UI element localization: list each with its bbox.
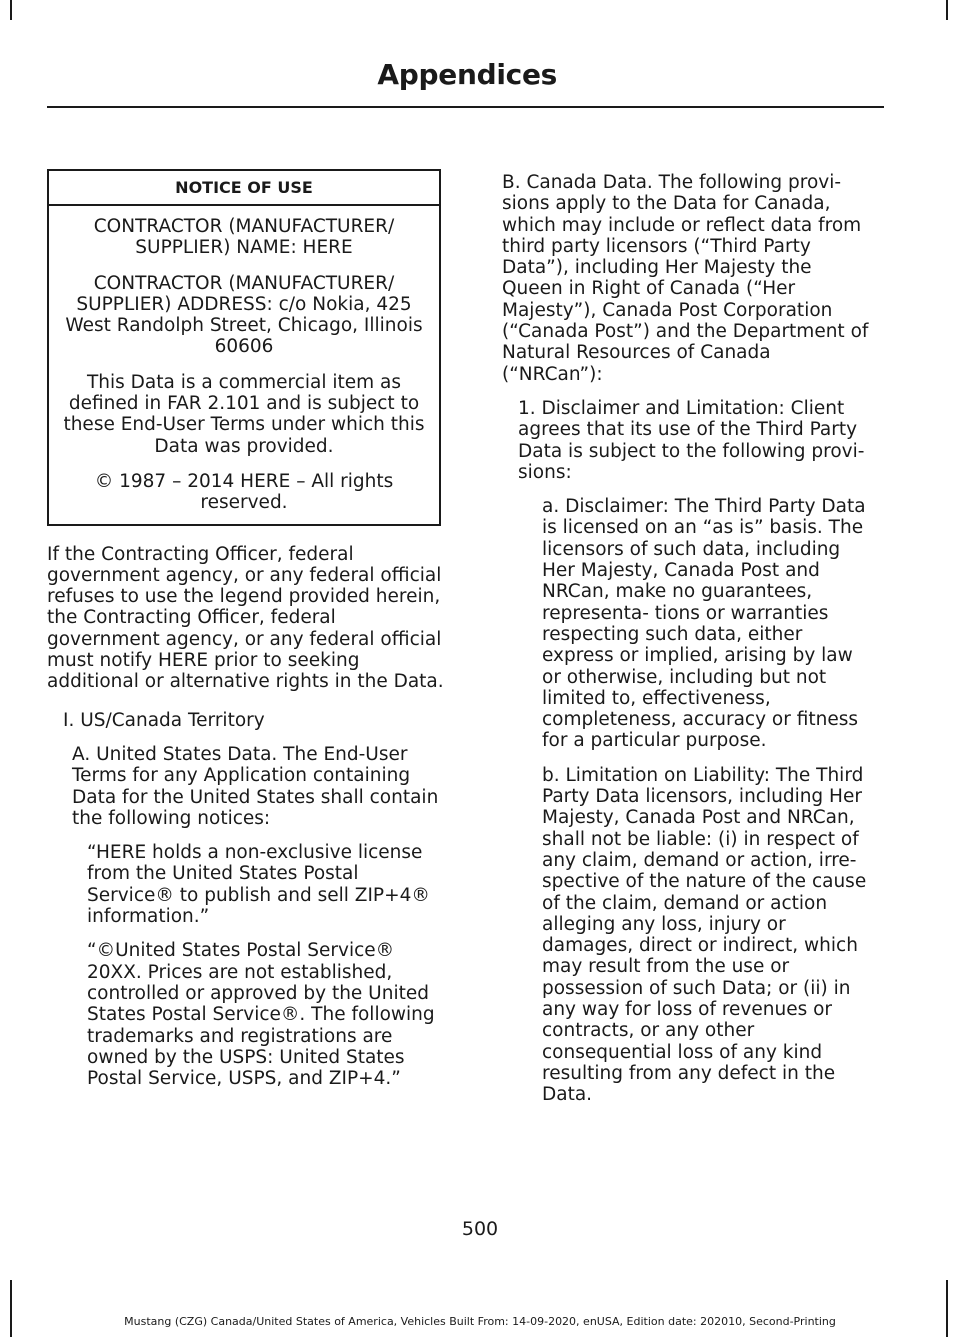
usps-license-notice: “HERE holds a non-exclusive license from the United States Postal Service® to publish and sell ZIP+4® information.” xyxy=(87,842,430,928)
usps-copyright-notice: “©United States Postal Service® 20XX. Prices are not established, controlled or approved by the United States Postal Service®. The following trademarks and registrations are owned by the USPS: United States Postal Service, USPS, and ZIP+4.” xyxy=(87,940,435,1090)
right-column xyxy=(502,172,872,1105)
footer-edition-info: Mustang (CZG) Canada/United States of America, Vehicles Built From: 14-09-2020, enUSA, Edition date: 202010, Second-Printing xyxy=(124,1315,836,1328)
crop-mark-bottom-right xyxy=(946,1280,948,1337)
page-number: 500 xyxy=(461,1218,499,1240)
territory-heading: I. US/Canada Territory xyxy=(63,709,265,731)
liability-paragraph: b. Limitation on Liability: The Third Party Data licensors, including Her Majesty, Canada Post and NRCan, shall not be liable: (i) in respect of any claim, demand or action, irre- spective of the nature of the cause of the claim, demand or action alleging any loss, injury or damages, direct or indirect, which may result from the use or possession of such Data; or (ii) in any way for loss of revenues or contracts, or any other consequential loss of any kind resulting from any defect in the Data. xyxy=(542,764,867,1106)
commercial-item-text: This Data is a commercial item as defined in FAR 2.101 and is subject to these End-User Terms under which this Data was provided. xyxy=(63,371,425,457)
disclaimer-limitation-paragraph: 1. Disclaimer and Limitation: Client agrees that its use of the Third Party Data is subject to the following provi- sions: xyxy=(518,397,865,483)
notice-title: NOTICE OF USE xyxy=(49,171,439,206)
contractor-address: CONTRACTOR (MANUFACTURER/ SUPPLIER) ADDRESS: c/o Nokia, 425 West Randolph Street, Chicago, Illinois 60606 xyxy=(65,272,423,358)
copyright-text: © 1987 – 2014 HERE – All rights reserved. xyxy=(94,470,394,514)
crop-mark-top-right xyxy=(946,0,948,20)
us-data-paragraph: A. United States Data. The End-User Terms for any Application containing Data for the United States shall contain the following notices: xyxy=(72,743,439,829)
header-rule xyxy=(47,106,884,108)
canada-data-paragraph: B. Canada Data. The following provi- sions apply to the Data for Canada, which may include or reflect data from third party licensors (“Third Party Data”), including Her Majesty the Queen in Right of Canada (“Her Majesty”), Canada Post Corporation (“Canada Post”) and the Department of Natural Resources of Canada (“NRCan”): xyxy=(502,172,869,385)
page-header-title: Appendices xyxy=(377,58,557,91)
notice-body xyxy=(49,206,439,524)
contracting-officer-paragraph: If the Contracting Officer, federal government agency, or any federal official refuses to use the legend provided herein, the Contracting Officer, federal government agency, or any federal official must notify HERE prior to seeking additional or alternative rights in the Data. xyxy=(47,543,444,693)
notice-of-use-box xyxy=(47,169,441,526)
crop-mark-bottom-left xyxy=(10,1280,12,1337)
contractor-name: CONTRACTOR (MANUFACTURER/ SUPPLIER) NAME: HERE xyxy=(93,216,395,259)
crop-mark-top-left xyxy=(10,0,12,20)
left-column xyxy=(47,169,447,1089)
disclaimer-paragraph: a. Disclaimer: The Third Party Data is licensed on an “as is” basis. The licensors of such data, including Her Majesty, Canada Post and NRCan, make no guarantees, representa- tions or warranties respecting such data, either express or implied, arising by law or otherwise, including but not limited to, effectiveness, completeness, accuracy or fitness for a particular purpose. xyxy=(542,496,866,752)
